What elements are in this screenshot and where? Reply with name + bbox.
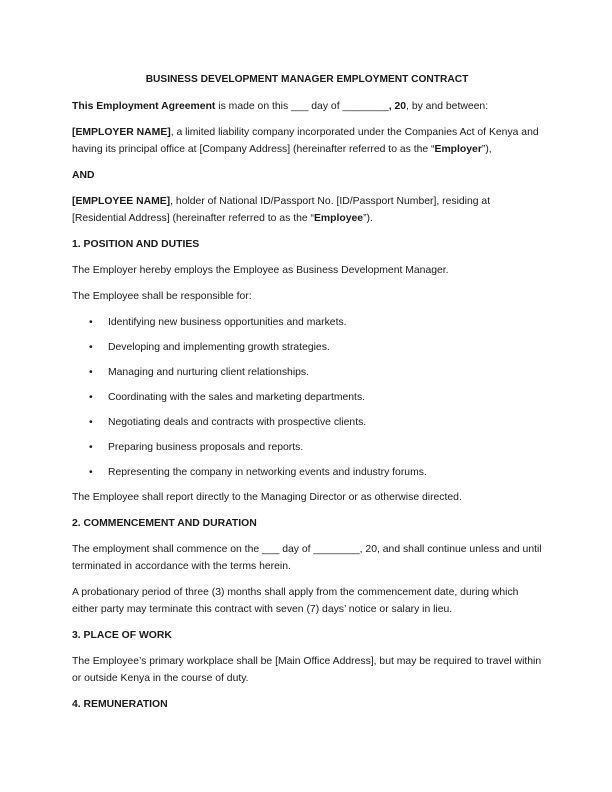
bullet-icon: •: [89, 392, 93, 403]
intro-paragraph: [72, 98, 542, 115]
section-1-para-3: The Employee shall report directly to the Managing Director or as otherwise directed.: [72, 492, 462, 503]
section-1-heading: 1. POSITION AND DUTIES: [72, 239, 200, 250]
list-item-text: Preparing business proposals and reports.: [108, 442, 304, 453]
employer-name: [EMPLOYER NAME]: [72, 127, 171, 138]
bullet-icon: •: [89, 417, 93, 428]
section-4-heading: 4. REMUNERATION: [72, 699, 168, 710]
list-item-text: Coordinating with the sales and marketing departments.: [108, 392, 366, 403]
list-item: [72, 464, 542, 481]
intro-bold-lead: This Employment Agreement: [72, 101, 216, 112]
section-1-para-2: The Employee shall be responsible for:: [72, 291, 252, 302]
bullet-icon: •: [89, 467, 93, 478]
section-3-heading: 3. PLACE OF WORK: [72, 630, 172, 641]
section-2-heading: 2. COMMENCEMENT AND DURATION: [72, 518, 257, 529]
bullet-icon: •: [89, 342, 93, 353]
duties-list: [72, 314, 542, 481]
employer-text-a: , a limited liability company incorporated under the Companies Act of Kenya and having its principal office at [Company Address] (hereinafter referred to as the “: [72, 127, 539, 155]
employer-defined-term: Employer: [434, 144, 482, 155]
intro-text-b: , by and between:: [406, 101, 489, 112]
and-label: AND: [72, 170, 95, 181]
list-item-text: Identifying new business opportunities and markets.: [108, 317, 347, 328]
list-item-text: Managing and nurturing client relationships.: [108, 367, 310, 378]
intro-bold-year: , 20: [388, 101, 407, 112]
document-title: BUSINESS DEVELOPMENT MANAGER EMPLOYMENT CONTRACT: [145, 74, 469, 85]
section-3-para-1: The Employee’s primary workplace shall be [Main Office Address], but may be required to travel within or outside Kenya in the course of duty.: [72, 656, 542, 684]
section-1-para-1: The Employer hereby employs the Employee as Business Development Manager.: [72, 265, 449, 276]
list-item: [72, 339, 542, 356]
employee-defined-term: Employee: [314, 213, 364, 224]
employee-name: [EMPLOYEE NAME]: [72, 196, 171, 207]
list-item: [72, 364, 542, 381]
employer-text-b: ”),: [481, 144, 492, 155]
bullet-icon: •: [89, 317, 93, 328]
list-item: [72, 314, 542, 331]
list-item-text: Developing and implementing growth strategies.: [108, 342, 330, 353]
employee-text-a: , holder of National ID/Passport No. [ID/Passport Number], residing at [Residential Address] (hereinafter referred to as the “: [72, 196, 491, 224]
section-2-para-1: The employment shall commence on the ___ day of ________, 20, and shall continue unless and until terminated in accordance with the terms herein.: [72, 544, 542, 572]
document-body: [72, 71, 542, 722]
intro-text-a: is made on this ___ day of ________: [215, 101, 389, 112]
employer-paragraph: [72, 124, 542, 158]
section-2-para-2: A probationary period of three (3) months shall apply from the commencement date, during which either party may terminate this contract with seven (7) days’ notice or salary in lieu.: [72, 587, 519, 615]
employee-paragraph: [72, 193, 542, 227]
bullet-icon: •: [89, 442, 93, 453]
bullet-icon: •: [89, 367, 93, 378]
list-item: [72, 439, 542, 456]
list-item: [72, 389, 542, 406]
list-item-text: Negotiating deals and contracts with prospective clients.: [108, 417, 367, 428]
list-item: [72, 414, 542, 431]
employee-text-b: ”).: [363, 213, 373, 224]
list-item-text: Representing the company in networking events and industry forums.: [108, 467, 427, 478]
